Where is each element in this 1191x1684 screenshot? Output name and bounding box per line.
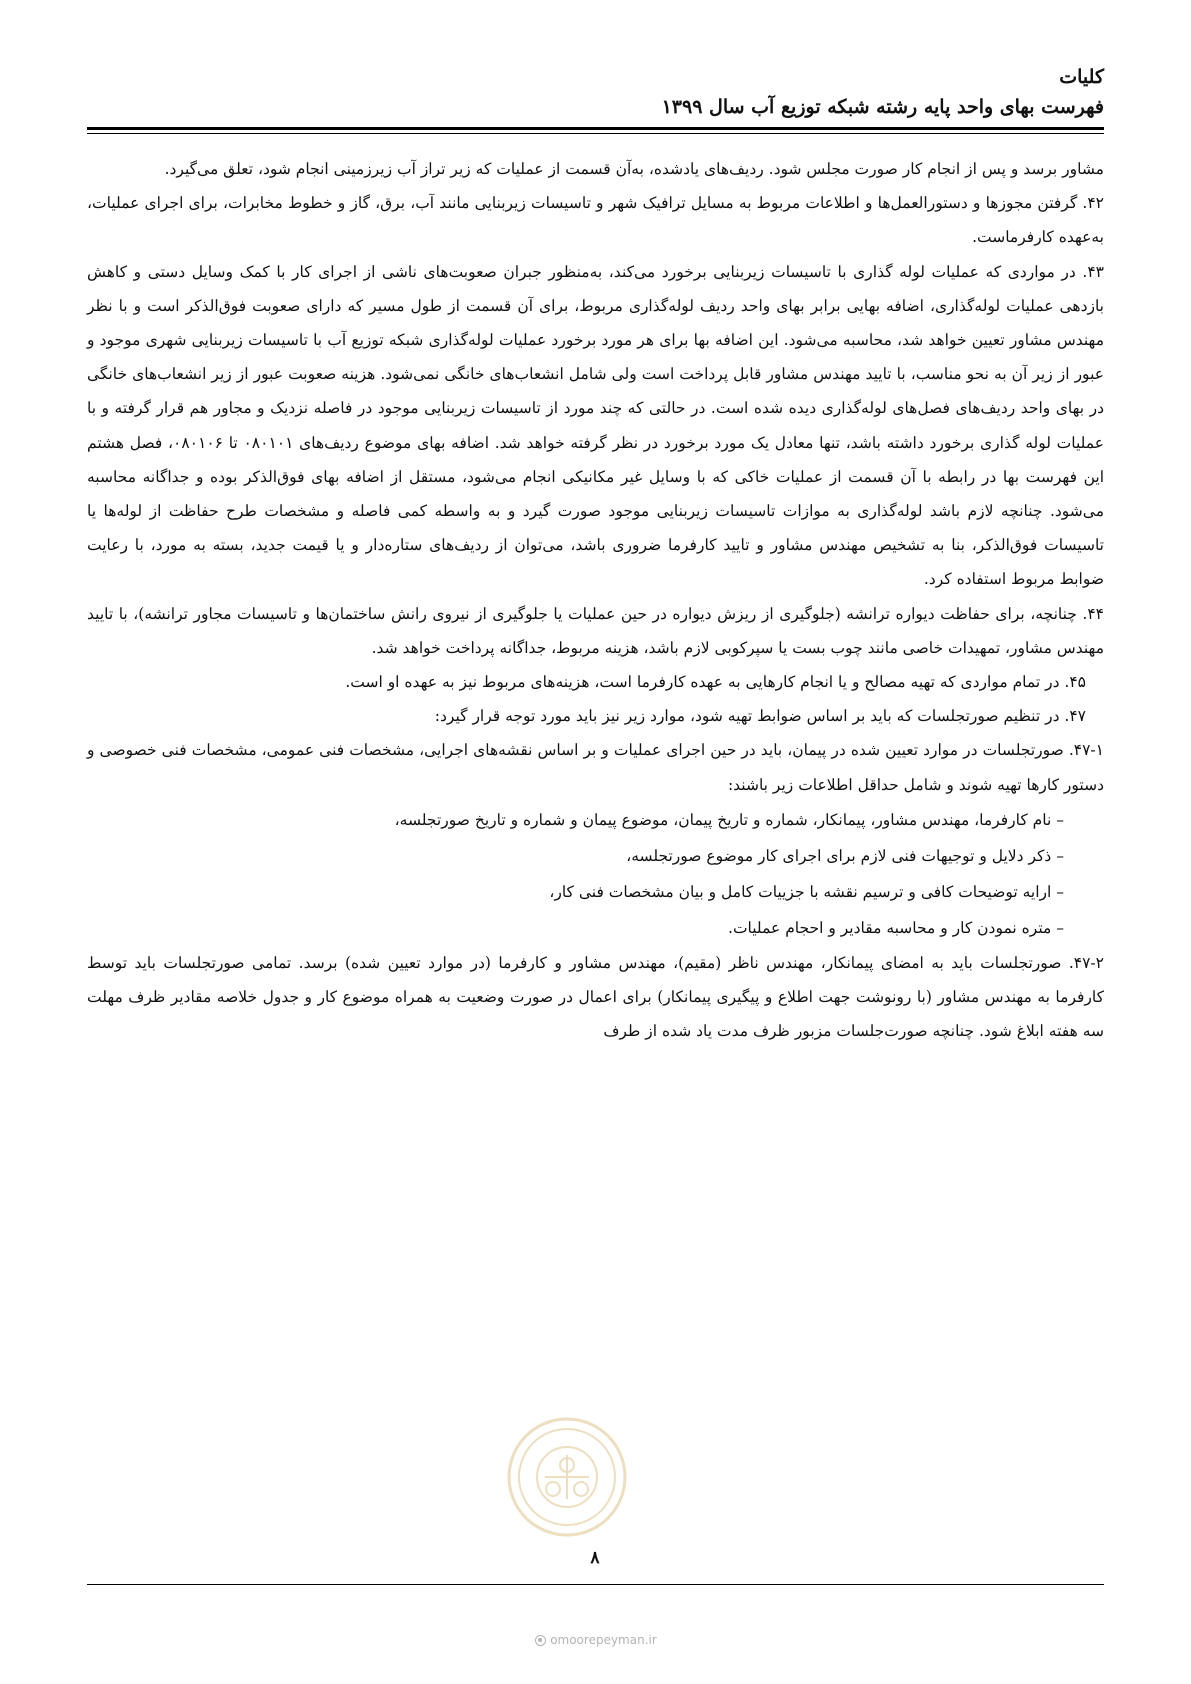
body-text xyxy=(87,152,1104,1048)
paragraph-43: ۴۳. در مواردی که عملیات لوله گذاری با تاسیسات زیربنایی برخورد می‌کند، به‌منظور جبران صعوبت‌های ناشی از اجرای کار با کمک وسایل دستی و کاهش بازدهی عملیات لوله‌گذاری، اضافه بهایی برابر بهای واحد ردیف لوله‌گذاری مربوط، برای آن قسمت از طول مسیر که دارای صعوبت فوق‌الذکر است و با نظر مهندس مشاور تعیین خواهد شد، محاسبه می‌شود. این اضافه بها برای هر مورد برخورد عملیات لوله‌گذاری شبکه توزیع آب با تاسیسات زیربنایی شهری موجود و عبور از زیر آن به نحو مناسب، با تایید مهندس مشاور قابل پرداخت است ولی شامل انشعاب‌های خانگی نمی‌شود. هزینه صعوبت عبور از زیر انشعاب‌های خانگی در بهای واحد ردیف‌های فصل‌های لوله‌گذاری دیده شده است. در حالتی که چند مورد از تاسیسات زیربنایی موجود در فاصله نزدیک و مجاور هم قرار گرفته و با عملیات لوله گذاری برخورد داشته باشد، تنها معادل یک مورد برخورد در نظر گرفته خواهد شد. اضافه بهای موضوع ردیف‌های ۰۸۰۱۰۱ تا ۰۸۰۱۰۶، فصل هشتم این فهرست بها در رابطه با آن قسمت از عملیات خاکی که با وسایل غیر مکانیکی انجام می‌شود، مستقل از اضافه بهای فوق‌الذکر بوده و جداگانه محاسبه می‌شود. چنانچه لازم باشد لوله‌گذاری به موازات تاسیسات زیربنایی موجود صورت گیرد و به واسطه کمی فاصله و مشخصات طرح حفاظت از لوله‌ها یا تاسیسات فوق‌الذکر، بنا به تشخیص مهندس مشاور و تایید کارفرما ضروری باشد، می‌توان از ردیف‌های ستاره‌دار و یا قیمت جدید، بسته به مورد، با رعایت ضوابط مربوط استفاده کرد. xyxy=(87,262,1105,589)
page-header xyxy=(87,62,1104,122)
page-number: ۸ xyxy=(590,1548,600,1568)
footer-rule xyxy=(87,1584,1104,1585)
header-rule-thick xyxy=(87,127,1104,130)
site-credit-text: omoorepeyman.ir xyxy=(550,1633,657,1647)
list-item: – متره نمودن کار و محاسبه مقادیر و احجام عملیات. xyxy=(728,918,1064,937)
seal-watermark-icon xyxy=(505,1415,629,1539)
paragraph-45: ۴۵. در تمام مواردی که تهیه مصالح و یا انجام کارهایی به عهده کارفرما است، هزینه‌های مربوط نیز به عهده او است. xyxy=(345,673,1086,692)
list-item: – نام کارفرما، مهندس مشاور، پیمانکار، شماره و تاریخ پیمان، موضوع پیمان و شماره و تاریخ صورتجلسه، xyxy=(394,810,1064,829)
document-title: فهرست بهای واحد پایه رشته شبکه توزیع آب سال ۱۳۹۹ xyxy=(661,96,1104,118)
paragraph-47: ۴۷. در تنظیم صورتجلسات که باید بر اساس ضوابط تهیه شود، موارد زیر نیز باید مورد توجه قرار گیرد: xyxy=(434,707,1086,726)
paragraph-42: ۴۲. گرفتن مجوزها و دستورالعمل‌ها و اطلاعات مربوط به مسایل ترافیک شهر و تاسیسات زیربنایی مانند آب، برق، گاز و خطوط مخابرات، برای اجرای عملیات، به‌عهده کارفرماست. xyxy=(87,194,1104,247)
header-rule-thin xyxy=(87,133,1104,134)
list-item: – ارایه توضیحات کافی و ترسیم نقشه با جزییات کامل و بیان مشخصات فنی کار، xyxy=(549,882,1064,901)
paragraph-47-1: ۴۷-۱. صورتجلسات در موارد تعیین شده در پیمان، باید در حین اجرای عملیات و بر اساس نقشه‌های اجرایی، مشخصات فنی عمومی، مشخصات فنی خصوصی و دستور کارها تهیه شوند و شامل حداقل اطلاعات زیر باشند: xyxy=(87,741,1104,794)
site-credit[interactable] xyxy=(508,1633,684,1647)
list-item: – ذکر دلایل و توجیهات فنی لازم برای اجرای کار موضوع صورتجلسه، xyxy=(626,846,1064,865)
paragraph-44: ۴۴. چنانچه، برای حفاظت دیواره ترانشه (جلوگیری از ریزش دیواره در حین عملیات یا جلوگیری از نیروی رانش ساختمان‌ها و تاسیسات مجاور ترانشه)، با تایید مهندس مشاور، تمهیدات خاصی مانند چوب بست یا سپرکوبی لازم باشد، هزینه مربوط، جداگانه پرداخت خواهد شد. xyxy=(87,604,1104,657)
paragraph-continuation: مشاور برسد و پس از انجام کار صورت مجلس شود. ردیف‌های یادشده، به‌آن قسمت از عملیات که زیر تراز آب زیرزمینی انجام شود، تعلق می‌گیرد. xyxy=(164,160,1104,178)
section-title: کلیات xyxy=(1059,66,1104,88)
at-sign-icon xyxy=(535,1635,546,1646)
paragraph-47-2: ۴۷-۲. صورتجلسات باید به امضای پیمانکار، مهندس ناظر (مقیم)، مهندس مشاور و کارفرما (در موارد تعیین شده) برسد. تمامی صورتجلسات باید توسط کارفرما به مهندس مشاور (با رونوشت جهت اطلاع و پیگیری پیمانکار) برای اعمال در صورت وضعیت به همراه موضوع کار و جدول خلاصه مقادیر ظرف مهلت سه هفته ابلاغ شود. چنانچه صورت‌جلسات مزبور ظرف مدت یاد شده از طرف xyxy=(87,953,1104,1041)
